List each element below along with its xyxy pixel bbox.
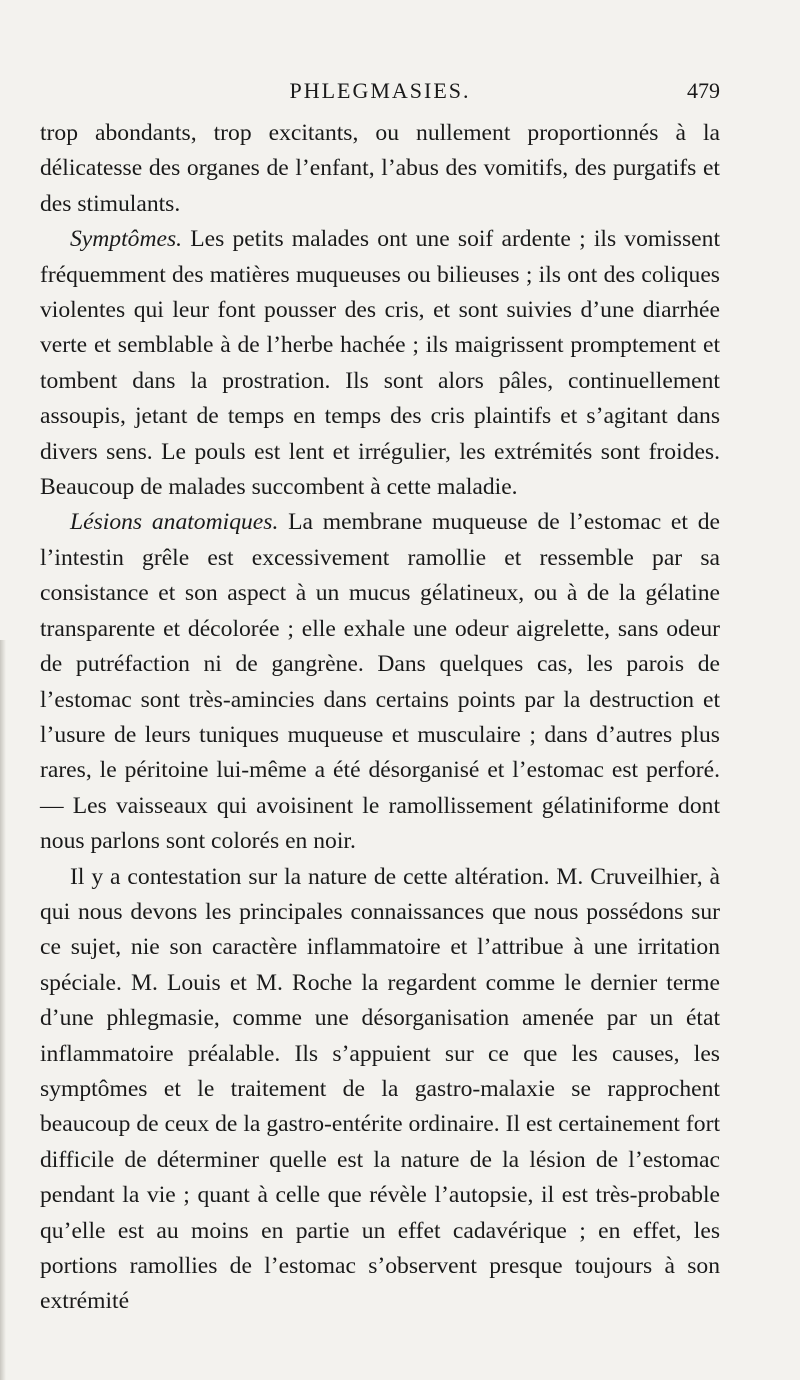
- section-lead-lesions: Lésions anatomiques.: [70, 509, 279, 536]
- running-title: PHLEGMASIES.: [289, 78, 471, 103]
- paragraph-contestation: Il y a contestation sur la nature de cette altération. M. Cruveilhier, à qui nous devons les principales connaissances que nous possédons sur ce sujet, nie son caractère inflammatoire et l’attribue à une irritation spéciale. M. Louis et M. Roche la regardent comme le dernier terme d’une phlegmasie, comme une désorganisation amenée par un état inflammatoire préalable. Ils s’appuient sur ce que les causes, les symptômes et le traitement de la gastro-malaxie se rapprochent beaucoup de ceux de la gastro-entérite ordinaire. Il est certainement fort difficile de déterminer quelle est la nature de la lésion de l’estomac pendant la vie ; quant à celle que révèle l’autopsie, il est très-probable qu’elle est au moins en partie un effet cadavérique ; en effet, les portions ramollies de l’estomac s’observent presque toujours à son extrémité: [40, 863, 720, 1315]
- paragraph-symptomes: [40, 222, 720, 505]
- paragraph-lesions-text: La membrane muqueuse de l’estomac et de l’intestin grêle est excessivement ramollie et ressemble par sa consistance et son aspect à un mucus gélatineux, ou à de la gélatine transparente et décolorée ; elle exhale une odeur aigrelette, sans odeur de putréfaction ni de gangrène. Dans quelques cas, les parois de l’estomac sont très-amincies dans certains points par la destruction et l’usure de leurs tuniques muqueuse et musculaire ; dans d’autres plus rares, le péritoine lui-même a été désorganisé et l’estomac est perforé. — Les vaisseaux qui avoisinent le ramollissement gélatiniforme dont nous parlons sont colorés en noir.: [40, 509, 720, 855]
- paragraph-causes-continued: trop abondants, trop excitants, ou nullement proportionnés à la délicatesse des organes de l’enfant, l’abus des vomitifs, des purgatifs et des stimulants.: [40, 120, 720, 217]
- section-lead-symptomes: Symptômes.: [70, 226, 183, 253]
- paragraph-lesions: [40, 505, 720, 859]
- body-text: [40, 116, 720, 1320]
- paragraph-symptomes-text: Les petits malades ont une soif ardente ; ils vomissent fréquemment des matières muqueuses ou bilieuses ; ils ont des coliques violentes qui leur font pousser des cris, et sont suivies d’une diarrhée verte et semblable à de l’herbe hachée ; ils maigrissent promptement et tombent dans la prostration. Ils sont alors pâles, continuellement assoupis, jetant de temps en temps des cris plaintifs et s’agitant dans divers sens. Le pouls est lent et irrégulier, les extrémités sont froides. Beaucoup de malades succombent à cette maladie.: [40, 226, 720, 501]
- page-number: 479: [687, 78, 720, 103]
- scan-edge-shadow: [0, 640, 6, 1380]
